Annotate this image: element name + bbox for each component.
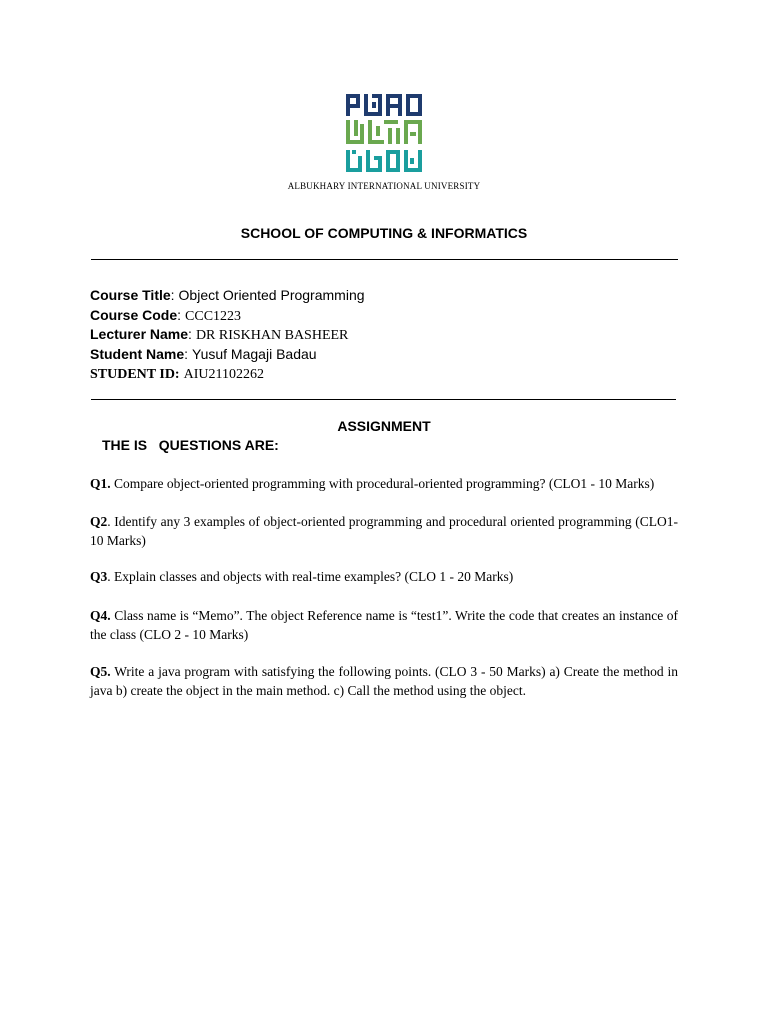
aiu-kufic-logo-icon — [344, 92, 426, 174]
question-text: Class name is “Memo”. The object Reference name is “test1”. Write the code that creates an instance of the class (CLO 2 - 10 Marks) — [90, 608, 678, 642]
question-number: Q1. — [90, 476, 111, 491]
student-id-row — [90, 364, 690, 384]
question-text: . Identify any 3 examples of object-oriented programming and procedural oriented programming (CLO1-10 Marks) — [90, 514, 678, 548]
lecturer-row: Lecturer Name: DR RISKHAN BASHEER — [90, 326, 349, 344]
course-title-value: Object Oriented Programming — [178, 287, 365, 303]
question-2 — [90, 513, 678, 550]
student-id-value: AIU21102262 — [183, 367, 264, 383]
assignment-title: ASSIGNMENT — [337, 418, 431, 434]
questions-heading: THE IS QUESTIONS ARE: — [102, 437, 279, 453]
student-id-label: STUDENT ID: — [90, 367, 180, 383]
divider — [91, 399, 676, 400]
course-title-label: Course Title — [90, 287, 171, 303]
university-name: ALBUKHARY INTERNATIONAL UNIVERSITY — [287, 181, 481, 191]
course-code-value: CCC1223 — [185, 308, 242, 324]
course-info — [90, 286, 690, 384]
question-1 — [90, 475, 678, 494]
lecturer-value: DR RISKHAN BASHEER — [195, 328, 349, 344]
question-text: Write a java program with satisfying the following points. (CLO 3 - 50 Marks) a) Create the method in java b) create the object in the main method. c) Call the method using the object. — [90, 664, 678, 698]
student-name-value: Yusuf Magaji Badau — [192, 345, 317, 362]
course-code-row: Course Code: CCC1223 — [90, 306, 242, 324]
question-number: Q5. — [90, 664, 111, 679]
course-code-label: Course Code — [90, 306, 178, 323]
question-number: Q4. — [90, 608, 111, 623]
course-title-row: Course Title: Object Oriented Programming — [90, 287, 365, 303]
lecturer-label: Lecturer Name — [90, 326, 189, 343]
question-4 — [90, 607, 678, 644]
question-5 — [90, 663, 678, 700]
divider — [91, 259, 678, 260]
school-title: SCHOOL OF COMPUTING & INFORMATICS — [240, 225, 528, 241]
question-3 — [90, 568, 678, 587]
question-text: . Explain classes and objects with real-time examples? (CLO 1 - 20 Marks) — [107, 569, 514, 584]
student-name-label: Student Name — [90, 345, 185, 362]
question-number: Q3 — [90, 569, 108, 584]
student-name-row: Student Name: Yusuf Magaji Badau — [90, 345, 317, 362]
question-number: Q2 — [90, 514, 108, 529]
question-text: Compare object-oriented programming with procedural-oriented programming? (CLO1 - 10 Marks) — [110, 476, 655, 491]
